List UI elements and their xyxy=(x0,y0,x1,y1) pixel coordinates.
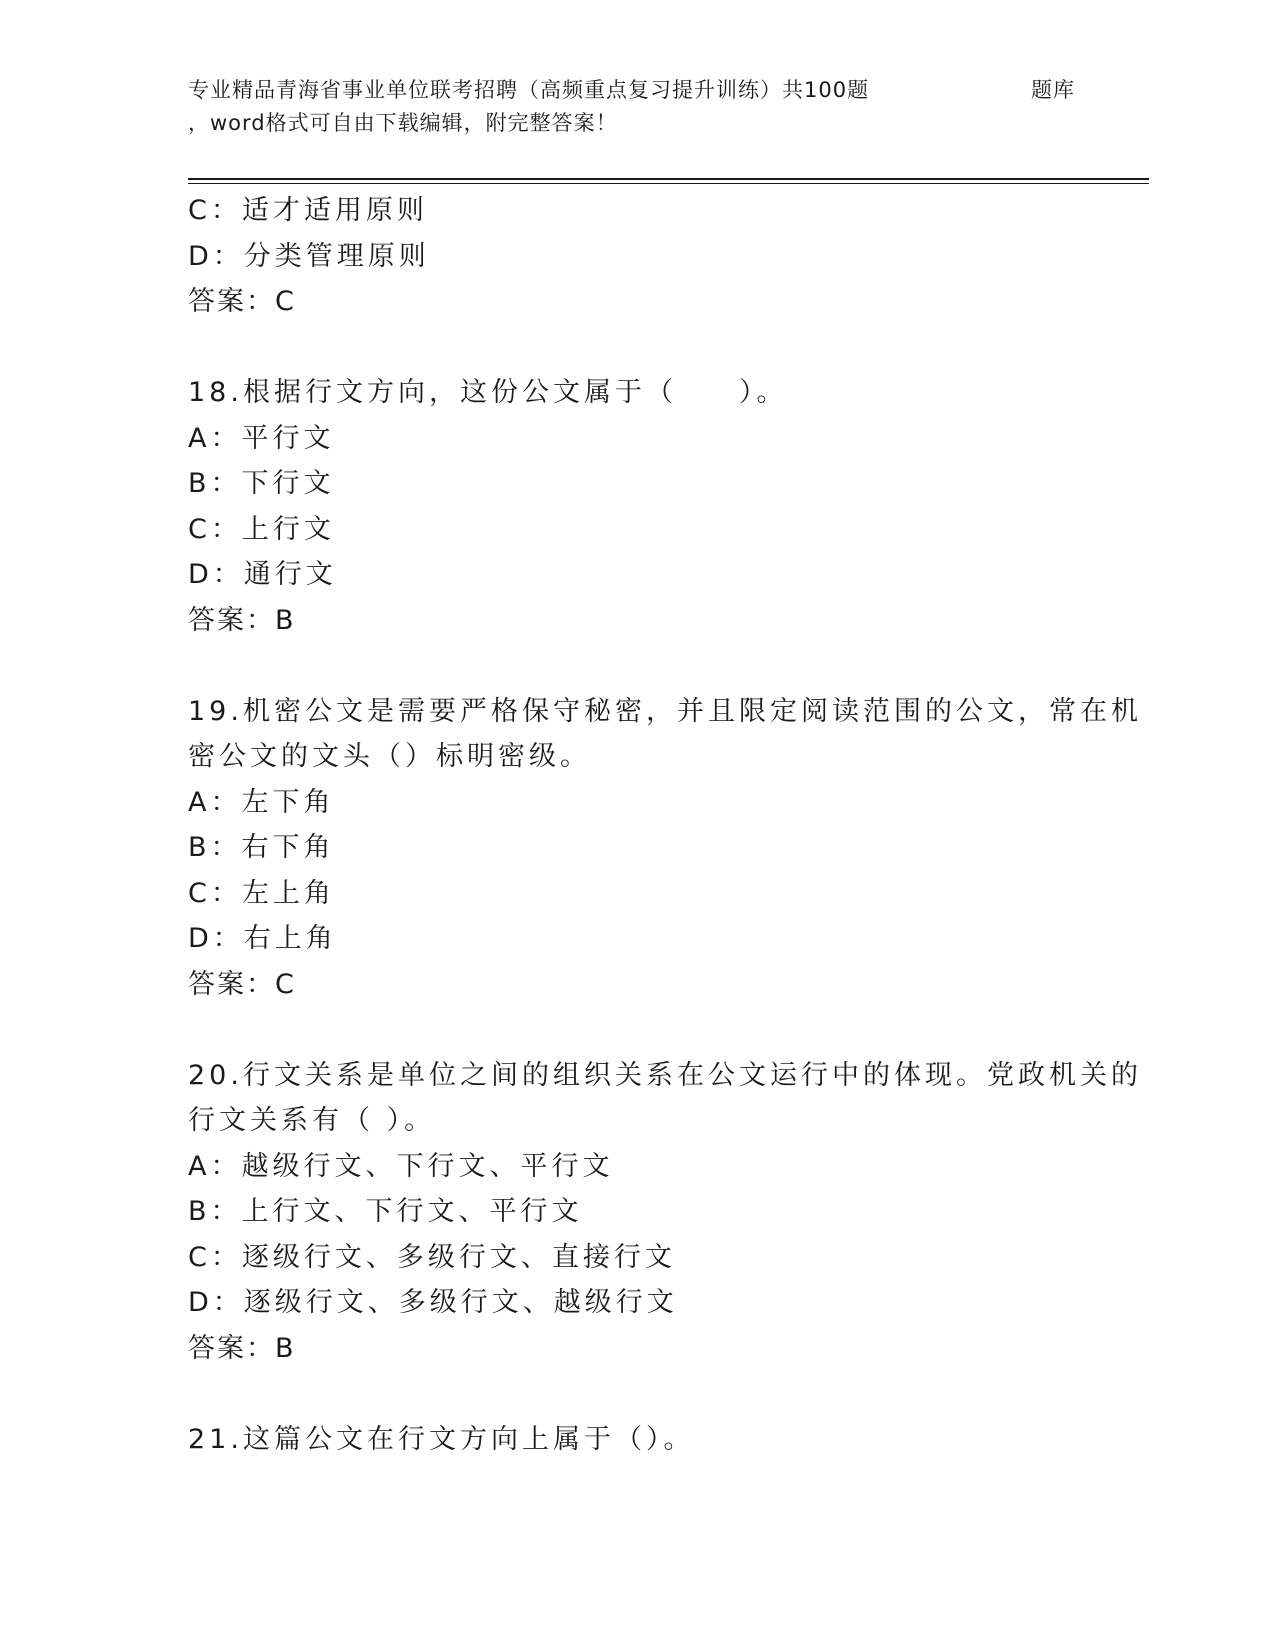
spacer xyxy=(188,325,1088,371)
question-stem-continued: 行文关系有（ ）。 xyxy=(188,1105,436,1136)
answer-line: 答案：B xyxy=(188,1332,296,1364)
spacer xyxy=(188,1007,1088,1053)
option-a: A：左下角 xyxy=(188,786,335,818)
question-20 xyxy=(188,1053,1142,1372)
option-d: D：分类管理原则 xyxy=(188,240,430,272)
question-stem: 18.根据行文方向，这份公文属于（ ）。 xyxy=(188,377,788,408)
header-tag: 题库 xyxy=(1031,78,1075,102)
questions-content xyxy=(188,188,1142,1462)
answer-line: 答案：C xyxy=(188,968,296,1000)
option-c: C：左上角 xyxy=(188,877,335,909)
question-21 xyxy=(188,1417,1088,1463)
prev-question-tail xyxy=(188,188,1088,325)
option-c: C：逐级行文、多级行文、直接行文 xyxy=(188,1241,676,1273)
header-divider-thick xyxy=(188,178,1149,180)
question-stem: 19.机密公文是需要严格保守秘密，并且限定阅读范围的公文，常在机 xyxy=(188,695,1142,727)
option-d: D：逐级行文、多级行文、越级行文 xyxy=(188,1287,678,1318)
option-b: B：右下角 xyxy=(188,832,335,863)
option-b: B：上行文、下行文、平行文 xyxy=(188,1196,583,1227)
option-a: A：越级行文、下行文、平行文 xyxy=(188,1150,614,1182)
answer-line: 答案：C xyxy=(188,286,296,317)
option-d: D：通行文 xyxy=(188,559,337,590)
spacer xyxy=(188,643,1088,689)
option-c: C：适才适用原则 xyxy=(188,195,428,226)
header-title: 专业精品青海省事业单位联考招聘（高频重点复习提升训练）共100题 xyxy=(188,78,870,102)
page-header xyxy=(188,74,1148,140)
header-subtitle: ，word格式可自由下载编辑，附完整答案！ xyxy=(188,111,618,135)
question-18 xyxy=(188,370,1088,643)
answer-line: 答案：B xyxy=(188,604,296,636)
spacer xyxy=(188,1371,1088,1417)
header-title-row xyxy=(188,74,1148,107)
option-d: D：右上角 xyxy=(188,923,337,954)
question-19 xyxy=(188,689,1142,1008)
question-stem: 21.这篇公文在行文方向上属于（）。 xyxy=(188,1423,695,1455)
option-b: B：下行文 xyxy=(188,468,335,499)
question-stem: 20.行文关系是单位之间的组织关系在公文运行中的体现。党政机关的 xyxy=(188,1059,1142,1091)
question-stem-continued: 密公文的文头（）标明密级。 xyxy=(188,741,591,772)
header-divider-thin xyxy=(188,183,1149,184)
option-a: A：平行文 xyxy=(188,422,335,454)
option-c: C：上行文 xyxy=(188,513,335,545)
